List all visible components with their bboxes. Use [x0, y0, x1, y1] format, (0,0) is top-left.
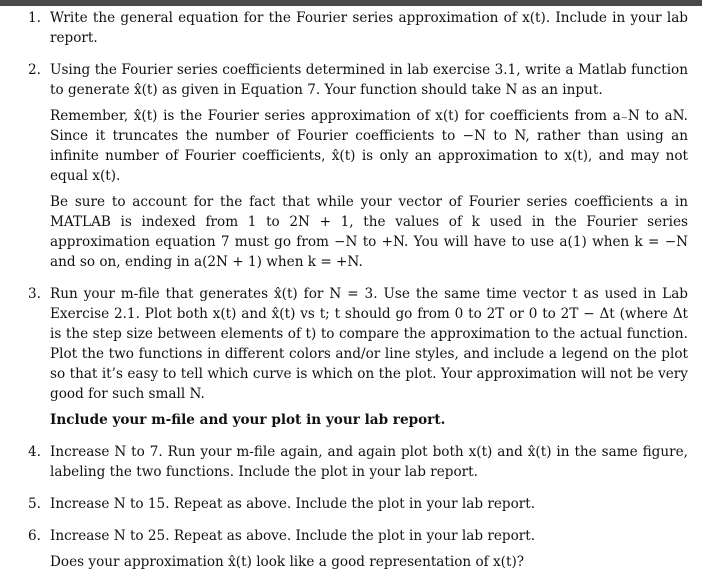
- item-text: Using the Fourier series coefficients determined in lab exercise 3.1, write a Matlab function to generate x̂(t) as given in Equation 7. Your function should take N as an input.: [50, 62, 688, 98]
- top-border-bar: [0, 0, 702, 6]
- bold-instruction: Include your m-file and your plot in your lab report.: [50, 412, 446, 428]
- list-item-3: [0, 284, 702, 430]
- item-text: Does your approximation x̂(t) look like a good representation of x(t)?: [50, 554, 525, 570]
- item-text: Increase N to 15. Repeat as above. Include the plot in your lab report.: [50, 496, 536, 512]
- list-item-2: [0, 60, 702, 272]
- item-text: Run your m-file that generates x̂(t) for N = 3. Use the same time vector t as used in Lab Exercise 2.1. Plot both x(t) and x̂(t) vs t; t should go from 0 to 2T or 0 to 2T − Δt (where Δt is the step size between elements of t) to compare the approximation to the actual function. Plot the two functions in different colors and/or line styles, and include a legend on the plot so that it’s easy to tell which curve is which on the plot. Your approximation will not be very good for such small N.: [50, 286, 688, 402]
- item-number: 1.: [28, 10, 41, 26]
- list-item-5: [0, 494, 702, 514]
- item-number: 5.: [28, 496, 41, 512]
- item-text: Increase N to 25. Repeat as above. Include the plot in your lab report.: [50, 528, 536, 544]
- item-number: 2.: [28, 62, 41, 78]
- item-text: Be sure to account for the fact that while your vector of Fourier series coefficients a in MATLAB is indexed from 1 to 2N + 1, the values of k used in the Fourier series approximation equation 7 must go from −N to +N. You will have to use a(1) when k = −N and so on, ending in a(2N + 1) when k = +N.: [50, 194, 688, 270]
- list-item-1: [0, 8, 702, 48]
- item-text: Remember, x̂(t) is the Fourier series approximation of x(t) for coefficients from a₋N to aN. Since it truncates the number of Fourier coefficients to −N to N, rather than using an infinite number of Fourier coefficients, x̂(t) is only an approximation to x(t), and may not equal x(t).: [50, 108, 688, 184]
- item-text: Write the general equation for the Fourier series approximation of x(t). Include in your lab report.: [50, 10, 688, 46]
- item-text: Increase N to 7. Run your m-file again, and again plot both x(t) and x̂(t) in the same figure, labeling the two functions. Include the plot in your lab report.: [50, 444, 688, 480]
- document-body: [0, 8, 702, 584]
- item-number: 6.: [28, 528, 41, 544]
- list-item-4: [0, 442, 702, 482]
- item-number: 4.: [28, 444, 41, 460]
- item-number: 3.: [28, 286, 41, 302]
